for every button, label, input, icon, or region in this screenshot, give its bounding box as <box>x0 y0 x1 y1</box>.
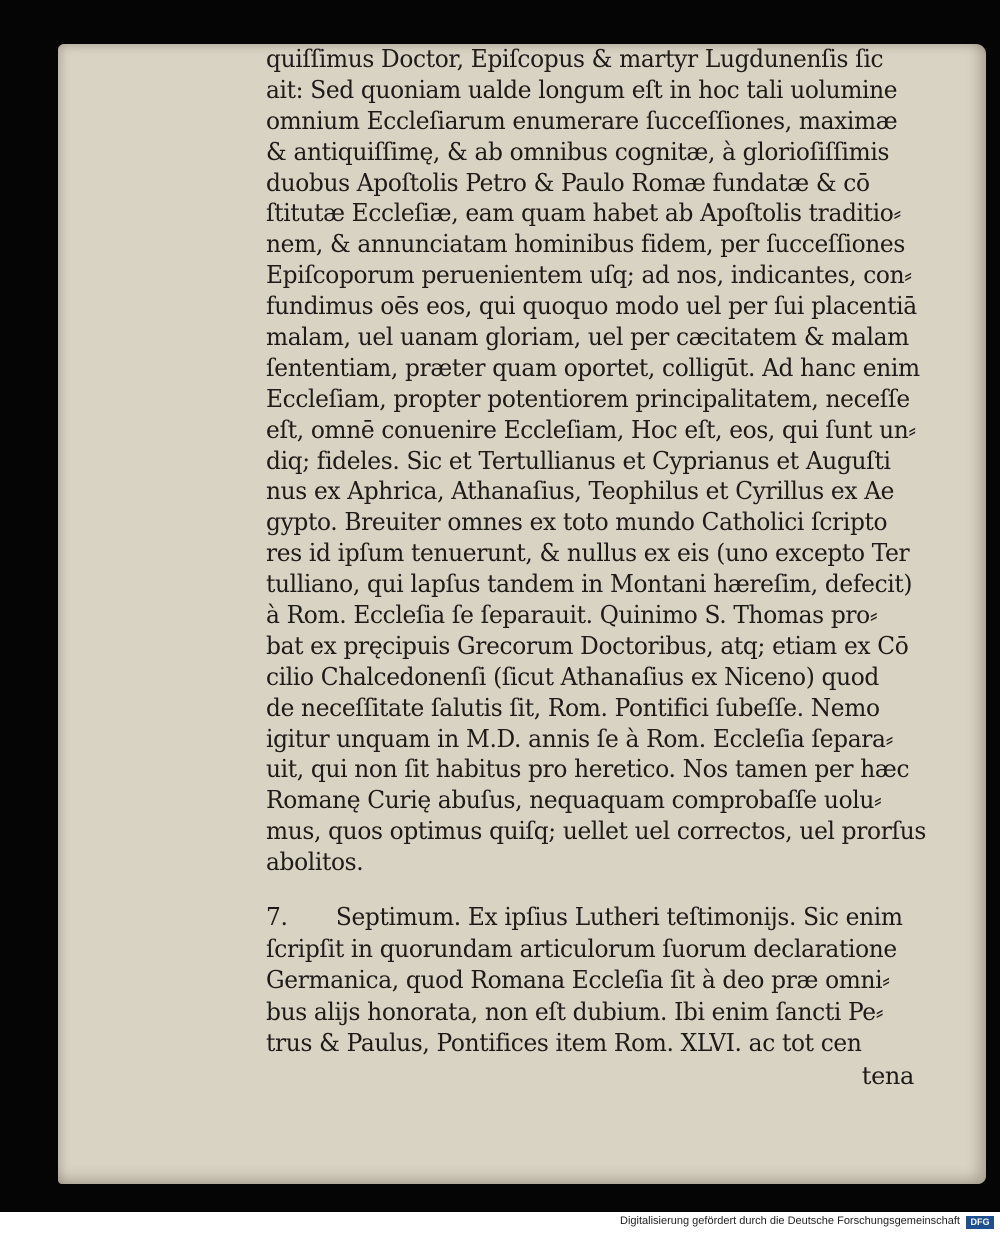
text-line: gypto. Breuiter omnes ex toto mundo Catholici ſcripto <box>266 508 888 537</box>
text-line: Eccleſiam, propter potentiorem principalitatem, neceſſe <box>266 384 910 413</box>
main-text-block <box>266 44 926 878</box>
text-line: duobus Apoſtolis Petro & Paulo Romæ fundatæ & cō <box>266 168 870 197</box>
text-line: fundimus oēs eos, qui quoquo modo uel per ſui placentiā <box>266 292 917 321</box>
text-line: bat ex pręcipuis Grecorum Doctoribus, atq; etiam ex Cō <box>266 631 909 660</box>
text-line: trus & Paulus, Pontifices item Rom. XLVI. ac tot cen <box>266 1029 862 1057</box>
text-line: tulliano, qui lapſus tandem in Montani hæreſim, defecit) <box>266 570 913 599</box>
text-line: ait: Sed quoniam ualde longum eſt in hoc tali uolumine <box>266 75 898 104</box>
text-line: & antiquiſſimę, & ab omnibus cognitæ, à glorioſiſſimis <box>266 137 890 166</box>
dfg-logo: DFG <box>966 1216 994 1229</box>
text-line: quiſſimus Doctor, Epiſcopus & martyr Lugdunenſis ſic <box>266 45 884 73</box>
digitization-footer <box>0 1212 1000 1233</box>
text-line: ſcripſit in quorundam articulorum ſuorum declaratione <box>266 934 897 963</box>
text-line: à Rom. Eccleſia ſe ſeparauit. Quinimo S. Thomas pro⸗ <box>266 601 878 630</box>
section-first-line <box>266 902 906 934</box>
text-line: cilio Chalcedonenſi (ſicut Athanaſius ex Niceno) quod <box>266 662 879 691</box>
text-line: mus, quos optimus quiſq; uellet uel correctos, uel prorſus <box>266 817 927 846</box>
section-seven <box>266 902 926 1060</box>
text-line: ſtitutæ Eccleſiæ, eam quam habet ab Apoſtolis traditio⸗ <box>266 199 901 228</box>
text-line: bus alijs honorata, non eſt dubium. Ibi enim ſancti Pe⸗ <box>266 997 884 1026</box>
section-heading-text: Septimum. Ex ipſius Lutheri teſtimonijs. Sic enim <box>335 903 903 931</box>
text-line: nem, & annunciatam hominibus fidem, per ſucceſſiones <box>266 230 905 259</box>
text-line: malam, uel uanam gloriam, uel per cæcitatem & malam <box>266 323 909 352</box>
section-number: 7. <box>266 903 288 931</box>
catchword: tena <box>861 1062 914 1090</box>
text-line: eſt, omnē conuenire Eccleſiam, Hoc eſt, eos, qui ſunt un⸗ <box>266 415 916 444</box>
text-line: abolitos. <box>266 848 364 877</box>
text-line: nus ex Aphrica, Athanaſius, Teophilus et Cyrillus ex Ae <box>266 477 895 506</box>
text-line: omnium Eccleſiarum enumerare ſucceſſiones, maximæ <box>266 106 898 135</box>
text-line: Germanica, quod Romana Eccleſia ſit à deo præ omni⸗ <box>266 966 890 994</box>
text-line: Romanę Curię abuſus, nequaquam comprobaſſe uolu⸗ <box>266 786 882 815</box>
funding-notice: Digitalisierung gefördert durch die Deutsche Forschungsgemeinschaft <box>620 1215 960 1227</box>
text-line: diq; fideles. Sic et Tertullianus et Cyprianus et Auguſti <box>266 446 891 475</box>
text-line: de neceſſitate ſalutis ſit, Rom. Pontifici ſubeſſe. Nemo <box>266 693 880 722</box>
text-line: Epiſcoporum peruenientem uſq; ad nos, indicantes, con⸗ <box>266 261 912 290</box>
text-line: res id ipſum tenuerunt, & nullus ex eis (uno excepto Ter <box>266 539 910 568</box>
text-line: uit, qui non ſit habitus pro heretico. Nos tamen per hæc <box>266 755 910 784</box>
text-line: ſententiam, præter quam oportet, colligūt. Ad hanc enim <box>266 353 920 382</box>
text-line: igitur unquam in M.D. annis ſe à Rom. Eccleſia ſepara⸗ <box>266 724 894 753</box>
